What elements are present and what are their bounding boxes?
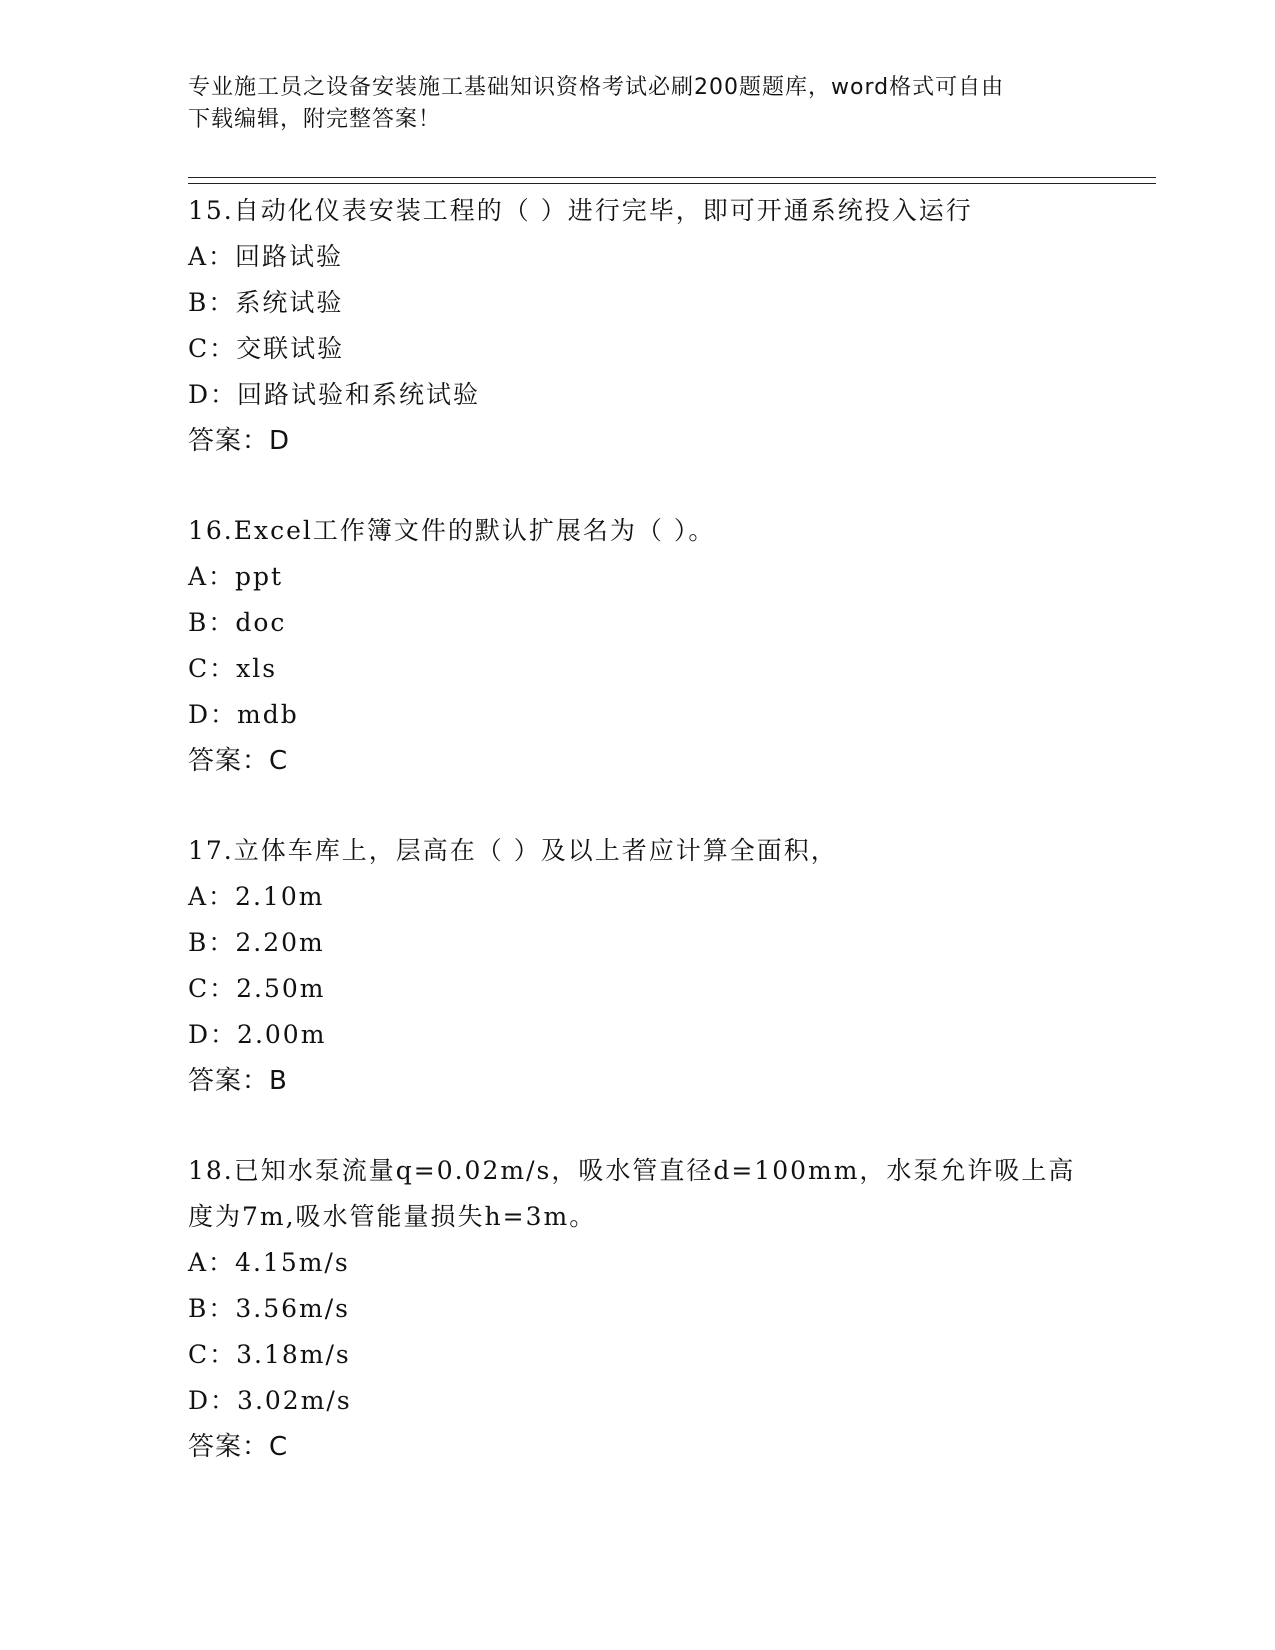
option-d: D：2.00m <box>188 1020 327 1049</box>
header-line-2: 下载编辑，附完整答案！ <box>188 107 442 132</box>
answer: 答案：C <box>188 746 289 776</box>
header-line-1: 专业施工员之设备安装施工基础知识资格考试必刷200题题库，word格式可自由 <box>188 75 1005 100</box>
option-d: D：回路试验和系统试验 <box>188 380 481 409</box>
answer: 答案：C <box>188 1432 289 1462</box>
question-stem: 16.Excel工作簿文件的默认扩展名为（ ）。 <box>188 516 716 545</box>
option-c: C：2.50m <box>188 974 326 1003</box>
option-a: A：ppt <box>188 562 284 591</box>
answer: 答案：B <box>188 1066 288 1096</box>
header-divider-top <box>188 177 1156 178</box>
answer: 答案：D <box>188 426 291 456</box>
option-a: A：4.15m/s <box>188 1248 350 1277</box>
question-17 <box>188 828 1088 1104</box>
option-a: A：回路试验 <box>188 242 344 271</box>
document-header <box>188 72 1068 136</box>
option-b: B：2.20m <box>188 928 325 957</box>
question-stem: 17.立体车库上，层高在（ ）及以上者应计算全面积， <box>188 836 838 865</box>
option-c: C：xls <box>188 654 278 683</box>
header-divider-bottom <box>188 183 1156 184</box>
option-c: C：3.18m/s <box>188 1340 351 1369</box>
option-a: A：2.10m <box>188 882 325 911</box>
option-d: D：3.02m/s <box>188 1386 352 1415</box>
question-stem: 18.已知水泵流量q=0.02m/s，吸水管直径d=100mm，水泵允许吸上高度为7m,吸水管能量损失h=3m。 <box>188 1156 1076 1231</box>
option-b: B：系统试验 <box>188 288 344 317</box>
option-b: B：doc <box>188 608 287 637</box>
question-stem: 15.自动化仪表安装工程的（ ）进行完毕，即可开通系统投入运行 <box>188 196 973 225</box>
option-b: B：3.56m/s <box>188 1294 350 1323</box>
question-16 <box>188 508 1088 784</box>
option-c: C：交联试验 <box>188 334 345 363</box>
question-18 <box>188 1148 1088 1470</box>
option-d: D：mdb <box>188 700 299 729</box>
question-15 <box>188 188 1088 464</box>
